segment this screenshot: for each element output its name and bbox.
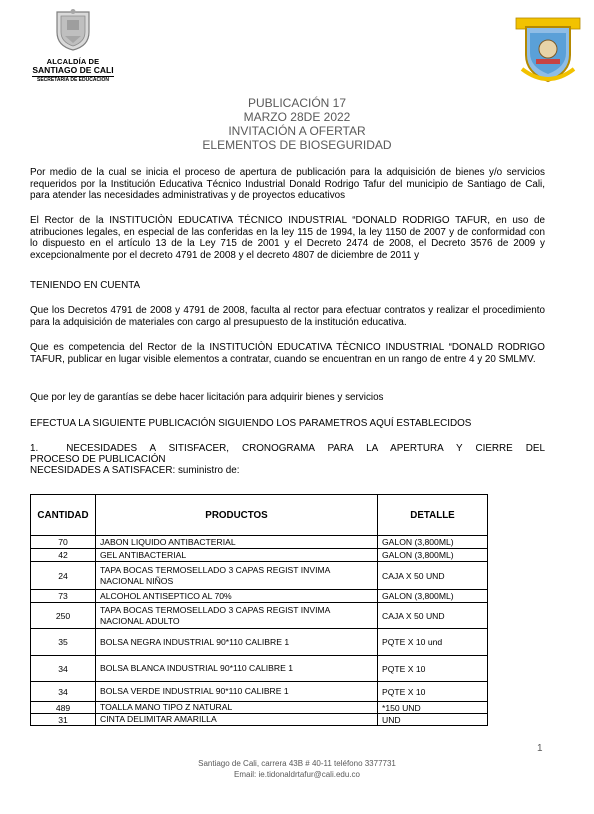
table-row [31,590,488,603]
title-line-publication: PUBLICACIÓN 17 [247,96,347,110]
cell-qty: 42 [31,549,96,562]
footer-address: Santiago de Cali, carrera 43B # 40-11 teléfono 3377731 [198,759,396,768]
competence-paragraph: Que es competencia del Rector de la INSTITUCIÒN EDUCATIVA TÈCNICO INDUSTRIAL “DONALD RODRIGO TAFUR, publicar en lugar visible elementos a contratar, cuando se encuentran en un rango de entre 4 y 20 SMLMV. [30,342,545,365]
products-table [30,494,488,726]
cell-qty: 73 [31,590,96,603]
cell-product: CINTA DELIMITAR AMARILLA [96,714,378,726]
cell-product: TOALLA MANO TIPO Z NATURAL [96,702,378,714]
page-number: 1 [537,743,543,754]
footer [0,759,594,780]
cell-qty: 70 [31,536,96,549]
cell-detail: PQTE X 10 [378,682,488,702]
cell-qty: 489 [31,702,96,714]
cell-product: JABON LIQUIDO ANTIBACTERIAL [96,536,378,549]
logo-line-1: ALCALDÍA DE [46,57,100,66]
cell-product: TAPA BOCAS TERMOSELLADO 3 CAPAS REGIST INVIMA NACIONAL ADULTO [96,603,378,629]
cell-product: BOLSA NEGRA INDUSTRIAL 90*110 CALIBRE 1 [96,629,378,656]
cell-detail: UND [378,714,488,726]
cell-detail: PQTE X 10 [378,656,488,682]
section-number: 1. [30,443,39,454]
cell-product: BOLSA VERDE INDUSTRIAL 90*110 CALIBRE 1 [96,682,378,702]
cell-qty: 31 [31,714,96,726]
table-row [31,682,488,702]
section-heading-line-1: NECESIDADES A SITISFACER, CRONOGRAMA PARA LA APERTURA Y CIERRE DEL [66,443,545,454]
title-line-date: MARZO 28DE 2022 [243,110,351,124]
cell-detail: GALON (3,800ML) [378,590,488,603]
table-header-row [31,495,488,536]
coat-of-arms-icon [53,8,93,52]
rector-paragraph: El Rector de la INSTITUCIÒN EDUCATIVA TÉCNICO INDUSTRIAL “DONALD RODRIGO TAFUR, en uso de atribuciones legales, en especial de las conferidas en la ley 115 de 1994, la ley 1150 de 2007 y de conformidad con lo dispuesto en el artículo 13 de la Ley 715 de 2001 y el Decreto 2474 de 2008, el Decreto 3576 de 2009 y excepcionalmente por el decreto 4791 de 2008 y el decreto 4807 de diciembre de 2011 y [30,215,545,261]
cell-detail: GALON (3,800ML) [378,549,488,562]
header-detail: DETALLE [378,495,488,536]
intro-paragraph: Por medio de la cual se inicia el proceso de apertura de publicación para la adquisición de bienes y/o servicios requeridos por la Institución Educativa Técnico Industrial Donald Rodrigo Tafur del municipio de Santiago de Cali, para atender las necesidades administrativas y de proyectos educativos [30,167,545,202]
cell-qty: 34 [31,682,96,702]
cell-qty: 250 [31,603,96,629]
table-row [31,549,488,562]
cell-detail: GALON (3,800ML) [378,536,488,549]
footer-email: Email: ie.tidonaldrtafur@cali.edu.co [234,769,360,779]
logo-line-2: SANTIAGO DE CALI [32,65,114,75]
logo-line-3: SECRETARÍA DE EDUCACIÓN [32,76,114,84]
title-line-invitation: INVITACIÓN A OFERTAR [228,124,366,138]
document-title [0,96,594,152]
title-line-subject: ELEMENTOS DE BIOSEGURIDAD [202,138,392,152]
table-row [31,536,488,549]
guarantees-paragraph: Que por ley de garantías se debe hacer licitación para adquirir bienes y servicios [30,392,384,403]
cell-qty: 35 [31,629,96,656]
table-row [31,714,488,726]
alcaldia-logo [28,8,118,84]
cell-product: TAPA BOCAS TERMOSELLADO 3 CAPAS REGIST INVIMA NACIONAL NIÑOS [96,562,378,590]
table-row [31,656,488,682]
table-row [31,562,488,590]
cell-product: ALCOHOL ANTISEPTICO AL 70% [96,590,378,603]
cell-qty: 24 [31,562,96,590]
table-row [31,629,488,656]
section-heading-line-2: PROCESO DE PUBLICACIÓN [30,454,166,465]
header-quantity: CANTIDAD [31,495,96,536]
section-1-heading [30,443,545,476]
publication-statement: EFECTUA LA SIGUIENTE PUBLICACIÓN SIGUIENDO LOS PARAMETROS AQUÍ ESTABLECIDOS [30,418,472,429]
cell-product: GEL ANTIBACTERIAL [96,549,378,562]
header-products: PRODUCTOS [96,495,378,536]
cell-detail: CAJA X 50 UND [378,603,488,629]
table-row [31,603,488,629]
section-subheading: NECESIDADES A SATISFACER: suministro de: [30,465,240,476]
cell-detail: *150 UND [378,702,488,714]
cell-qty: 34 [31,656,96,682]
cell-detail: CAJA X 50 UND [378,562,488,590]
decrees-paragraph: Que los Decretos 4791 de 2008 y 4791 de 2008, faculta al rector para efectuar contratos y realizar el procedimiento para la adquisición de materiales con cargo al presupuesto de la institución educativa. [30,305,545,328]
table-row [31,702,488,714]
cell-product: BOLSA BLANCA INDUSTRIAL 90*110 CALIBRE 1 [96,656,378,682]
cell-detail: PQTE X 10 und [378,629,488,656]
considering-heading: TENIENDO EN CUENTA [30,280,141,291]
school-emblem-icon [514,13,582,83]
